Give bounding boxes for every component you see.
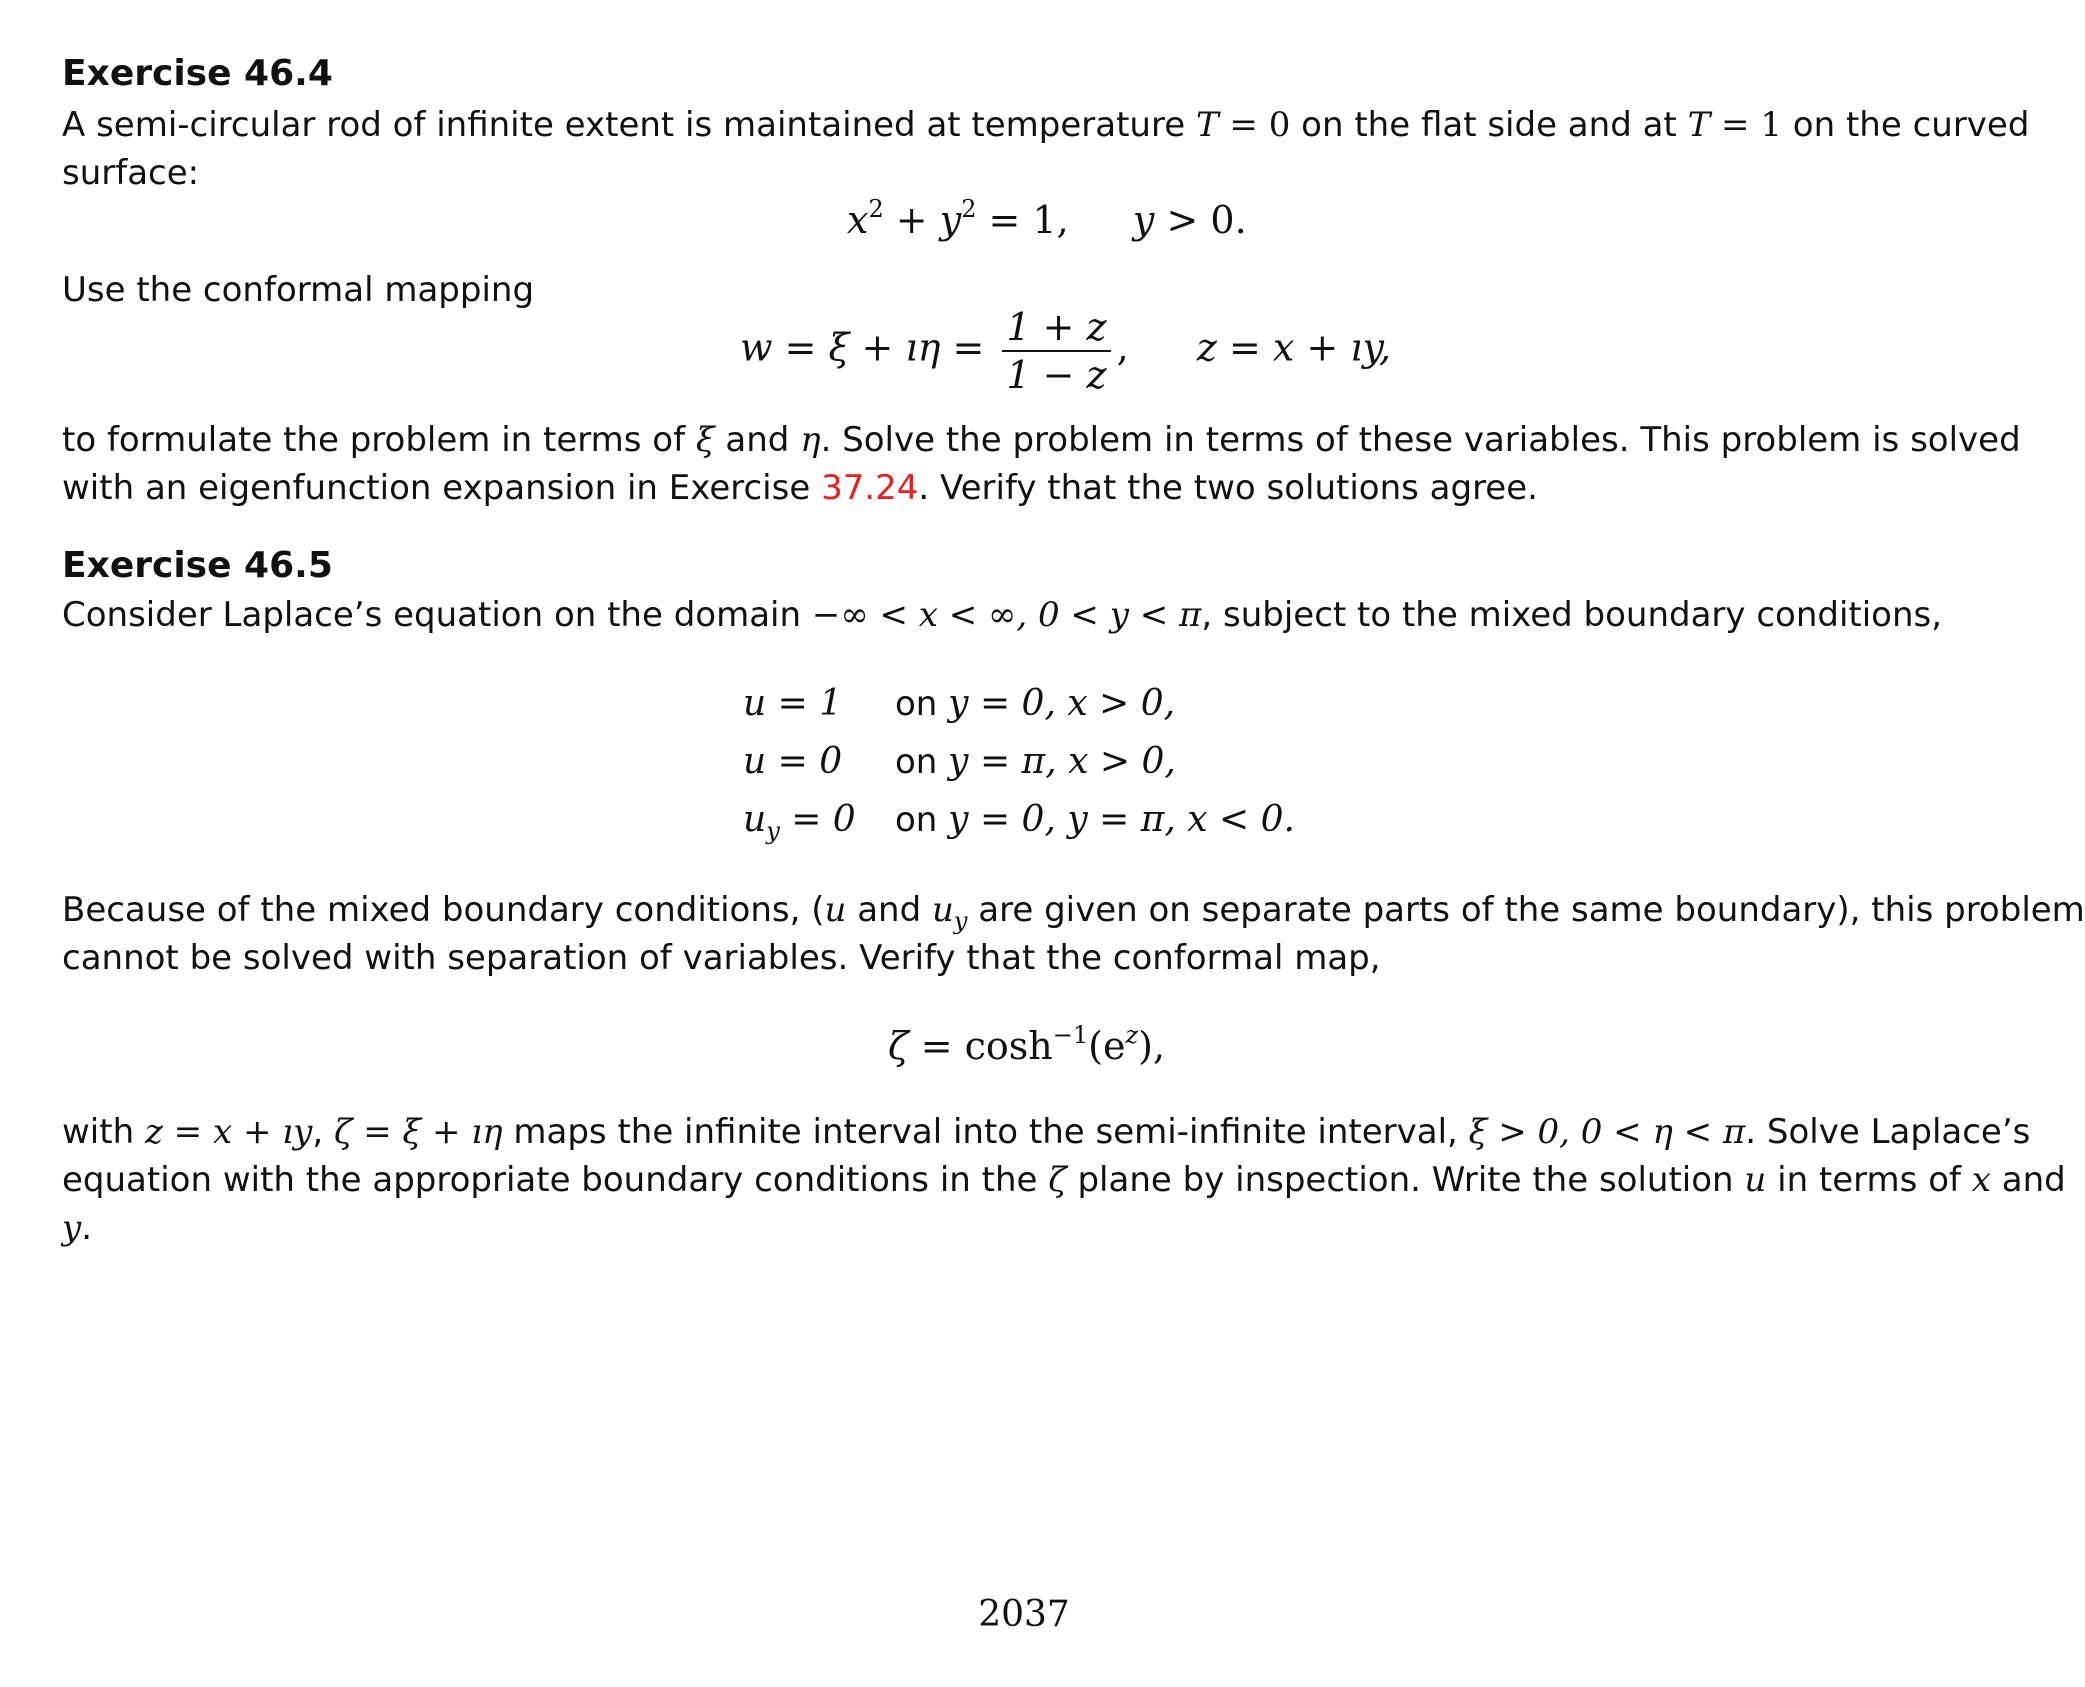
text-span: with: [62, 1112, 145, 1152]
text-span: .: [81, 1208, 93, 1248]
math-u: u: [743, 799, 767, 840]
text-span: equation with the appropriate boundary conditions in the: [62, 1160, 1049, 1200]
math-exp-base: (e: [1088, 1024, 1126, 1068]
bc-rhs: [895, 738, 1176, 786]
math-eq-1: = 1: [1710, 105, 1782, 145]
math-eta: η: [800, 420, 821, 460]
math-zeta: ζ: [888, 1024, 909, 1068]
math-zeta-def: ζ = ξ + ıη: [333, 1112, 503, 1152]
text-span: Because of the mixed boundary conditions, (: [62, 890, 825, 930]
exponent: 2: [961, 195, 977, 223]
exercise-37-24-link[interactable]: 37.24: [821, 468, 919, 508]
math-x: x: [1971, 1160, 1991, 1200]
text-span: are given on separate parts of the same boundary), this problem: [967, 890, 2085, 930]
ex2-paragraph-line-4: [62, 1110, 2031, 1154]
subscript-y: y: [766, 817, 780, 845]
ex1-paragraph-line-4: [62, 418, 2021, 462]
math-w: w: [740, 325, 773, 370]
ex1-paragraph-line-1: [62, 103, 2030, 147]
bc-lhs: [743, 796, 856, 844]
exponent: −1: [1052, 1021, 1089, 1049]
fraction-denominator: 1 − z: [1006, 353, 1107, 397]
equation-conformal-mapping: [740, 304, 1391, 398]
math-eq-0: = 0: [1218, 105, 1291, 145]
text-span: . Solve Laplace’s: [1745, 1112, 2031, 1152]
math-xi: ξ: [695, 420, 715, 460]
math-z-def: = x + ıy,: [1216, 325, 1391, 370]
exponent: 2: [868, 195, 884, 223]
bc-on: on: [895, 800, 949, 840]
text-span: Consider Laplace’s equation on the domain: [62, 595, 812, 635]
page-number: 2037: [978, 1594, 1070, 1635]
text-span: , subject to the mixed boundary conditions,: [1201, 595, 1943, 635]
math-eq-0: = 0: [779, 799, 856, 840]
math-xi-eta: = ξ + ıη =: [772, 325, 997, 370]
ex2-paragraph-line-3: cannot be solved with separation of variables. Verify that the conformal map,: [62, 938, 1381, 978]
equation-zeta-map: [888, 1022, 1165, 1070]
text-span: and: [714, 420, 801, 460]
subscript-y: y: [953, 907, 968, 935]
math-condition: > 0.: [1154, 198, 1247, 242]
math-zeta: ζ: [1048, 1160, 1067, 1200]
fraction: [1002, 304, 1110, 398]
exercise-46-5-heading: Exercise 46.5: [62, 545, 333, 586]
math-T: T: [1687, 105, 1711, 145]
text-span: A semi-circular rod of infinite extent is maintained at temperature: [62, 105, 1196, 145]
fraction-numerator: 1 + z: [1002, 304, 1110, 352]
ex1-paragraph-line-5: [62, 466, 1986, 510]
text-span: on the curved: [1782, 105, 2030, 145]
bc-on: on: [895, 684, 949, 724]
ex1-paragraph-line-2: surface:: [62, 153, 200, 193]
math-y: y: [62, 1208, 82, 1248]
ex2-paragraph-line-2: [62, 888, 2085, 935]
bc-on: on: [895, 742, 949, 782]
math-rest: = 1,: [976, 198, 1069, 242]
math-x: x: [847, 198, 869, 242]
exponent: z: [1125, 1021, 1139, 1049]
math-cosh: = cosh: [908, 1024, 1053, 1068]
math-plus: +: [883, 198, 940, 242]
text-span: plane by inspection. Write the solution: [1066, 1160, 1745, 1200]
bc-rhs: [895, 796, 1295, 844]
math-u: u: [824, 890, 847, 930]
exercise-46-4-heading: Exercise 46.4: [62, 53, 333, 94]
math-T: T: [1195, 105, 1219, 145]
text-span: and: [1990, 1160, 2066, 1200]
math-u: u: [1744, 1160, 1767, 1200]
bc-condition: y = 0, x > 0,: [948, 683, 1176, 724]
ex1-paragraph-line-3: Use the conformal mapping: [62, 270, 535, 310]
bc-rhs: [895, 680, 1175, 728]
text-span: on the flat side and at: [1290, 105, 1688, 145]
ex2-paragraph-line-5: [62, 1158, 2066, 1202]
math-interval: ξ > 0, 0 < η < π: [1468, 1112, 1746, 1152]
ex2-paragraph-line-6: [62, 1206, 1986, 1250]
math-u: u: [932, 890, 954, 930]
equation-semicircle: [847, 196, 1247, 244]
math-y: y: [1132, 198, 1155, 242]
text-span: in terms of: [1766, 1160, 1972, 1200]
bc-lhs: u = 1: [743, 683, 843, 724]
text-span: with an eigenfunction expansion in Exercise: [62, 468, 822, 508]
bc-condition: y = π, x > 0,: [948, 741, 1176, 782]
text-span: . Verify that the two solutions agree.: [918, 468, 1538, 508]
math-y: y: [939, 198, 962, 242]
math-comma: ,: [1116, 325, 1129, 370]
bc-lhs: u = 0: [743, 741, 843, 782]
text-span: maps the infinite interval into the semi-infinite interval,: [502, 1112, 1469, 1152]
math-z-def: z = x + ıy: [144, 1112, 313, 1152]
math-z: z: [1196, 325, 1217, 370]
text-span: . Solve the problem in terms of these variables. This problem is solved: [820, 420, 2021, 460]
bc-condition: y = 0, y = π, x < 0.: [948, 799, 1295, 840]
text-span: and: [846, 890, 932, 930]
math-close: ),: [1138, 1024, 1166, 1068]
ex2-paragraph-line-1: [62, 593, 1986, 637]
boundary-conditions: [743, 680, 1343, 850]
math-domain: −∞ < x < ∞, 0 < y < π: [811, 595, 1202, 635]
text-span: to formulate the problem in terms of: [62, 420, 696, 460]
text-span: ,: [312, 1112, 334, 1152]
